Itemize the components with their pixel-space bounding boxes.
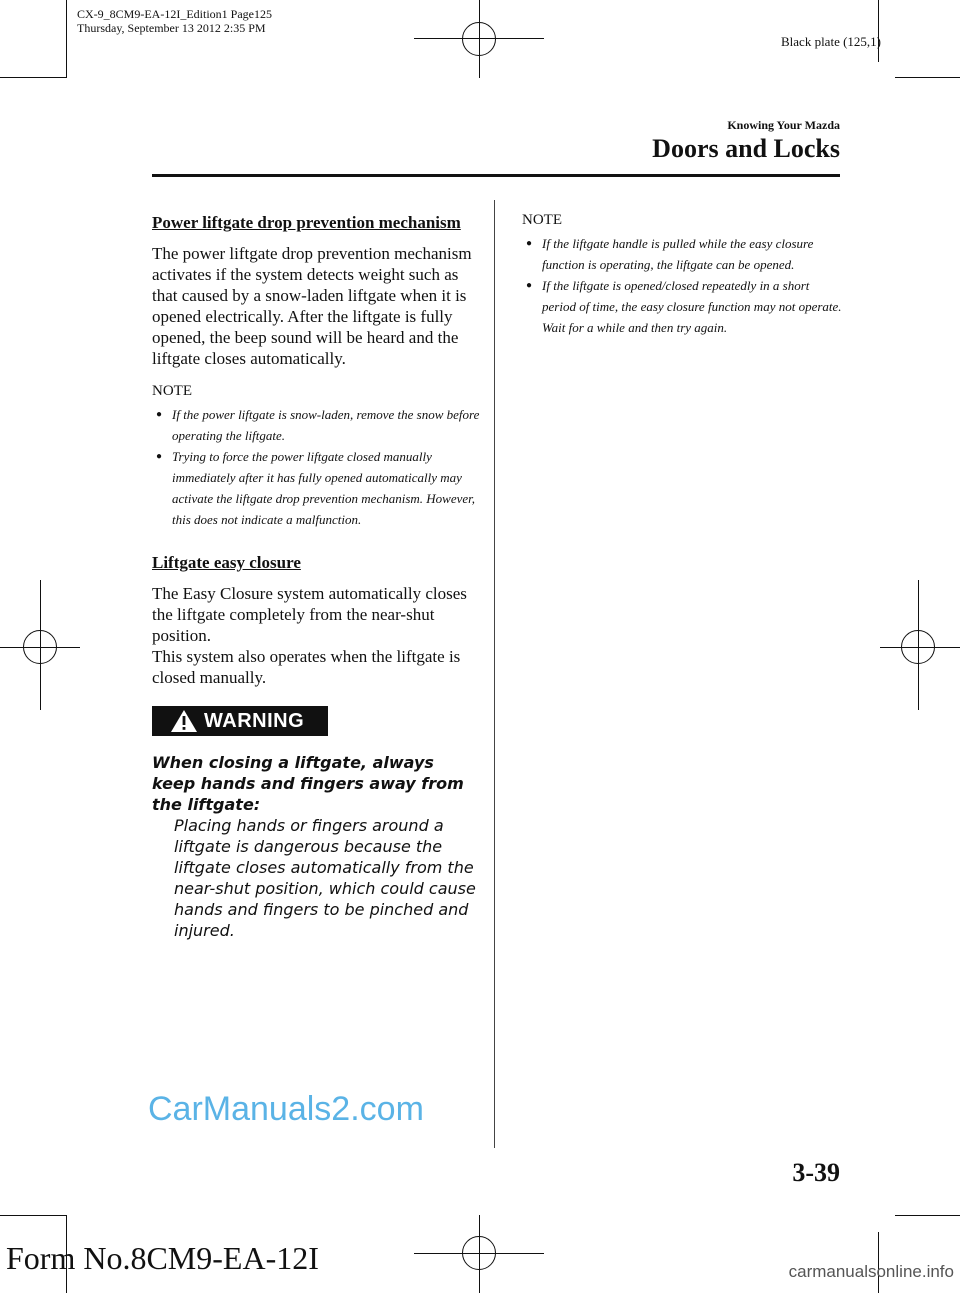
section-label: Knowing Your Mazda [727, 118, 840, 132]
crop-mark [895, 1215, 960, 1216]
page-number: 3-39 [792, 1158, 840, 1187]
easy-closure-body-1: The Easy Closure system automatically closes the liftgate completely from the near-shut position. [152, 584, 467, 645]
bullet-icon: ● [156, 451, 163, 462]
warning-body: Placing hands or fingers around a liftgate is dangerous because the liftgate closes automatically from the near-shut position, which could cause hands and fingers to be pinched and injured. [174, 816, 476, 940]
watermark-link[interactable]: CarManuals2.com [148, 1090, 424, 1128]
note-item: ● Trying to force the power liftgate closed manually immediately after it has fully opened automatically may activate the liftgate drop prevention mechanism. However, this does not indicate a malfunction. [152, 446, 482, 530]
form-number: Form No.8CM9-EA-12I [6, 1240, 319, 1276]
crop-mark [878, 0, 879, 62]
note-label: NOTE [152, 383, 192, 399]
header-divider [152, 174, 840, 177]
easy-closure-heading: Liftgate easy closure [152, 553, 301, 572]
warning-label: WARNING [204, 709, 305, 732]
left-column [152, 212, 482, 941]
note-label: NOTE [522, 212, 562, 228]
print-info-line-2: Thursday, September 13 2012 2:35 PM [77, 21, 266, 35]
site-link[interactable]: carmanualsonline.info [788, 1262, 954, 1281]
drop-prevention-heading: Power liftgate drop prevention mechanism [152, 213, 461, 232]
plate-label: Black plate (125,1) [781, 34, 881, 49]
crop-mark [66, 0, 67, 78]
print-info [77, 7, 272, 35]
bullet-icon: ● [526, 238, 533, 249]
column-divider [494, 200, 495, 1148]
bullet-icon: ● [526, 280, 533, 291]
crop-mark [895, 77, 960, 78]
note-list [522, 233, 842, 338]
warning-triangle-icon [170, 709, 198, 733]
page-title: Doors and Locks [652, 134, 840, 163]
warning-banner [152, 706, 328, 736]
easy-closure-body-2: This system also operates when the liftgate is closed manually. [152, 647, 461, 687]
note-item: ● If the liftgate handle is pulled while the easy closure function is operating, the liftgate can be opened. [522, 233, 842, 275]
crop-mark [0, 1215, 66, 1216]
drop-prevention-body: The power liftgate drop prevention mechanism activates if the system detects weight such as that caused by a snow-laden liftgate when it is opened electrically. After the liftgate is fully opened, the beep sound will be heard and the liftgate closes automatically. [152, 244, 472, 368]
note-item: ● If the power liftgate is snow-laden, remove the snow before operating the liftgate. [152, 404, 482, 446]
note-list [152, 404, 482, 530]
crop-mark [0, 77, 66, 78]
bullet-icon: ● [156, 409, 163, 420]
right-column [522, 212, 842, 338]
print-info-line-1: CX-9_8CM9-EA-12I_Edition1 Page125 [77, 7, 272, 21]
note-item: ● If the liftgate is opened/closed repeatedly in a short period of time, the easy closure function may not operate. Wait for a while and then try again. [522, 275, 842, 338]
warning-heading: When closing a liftgate, always keep hands and fingers away from the liftgate: [152, 753, 464, 814]
